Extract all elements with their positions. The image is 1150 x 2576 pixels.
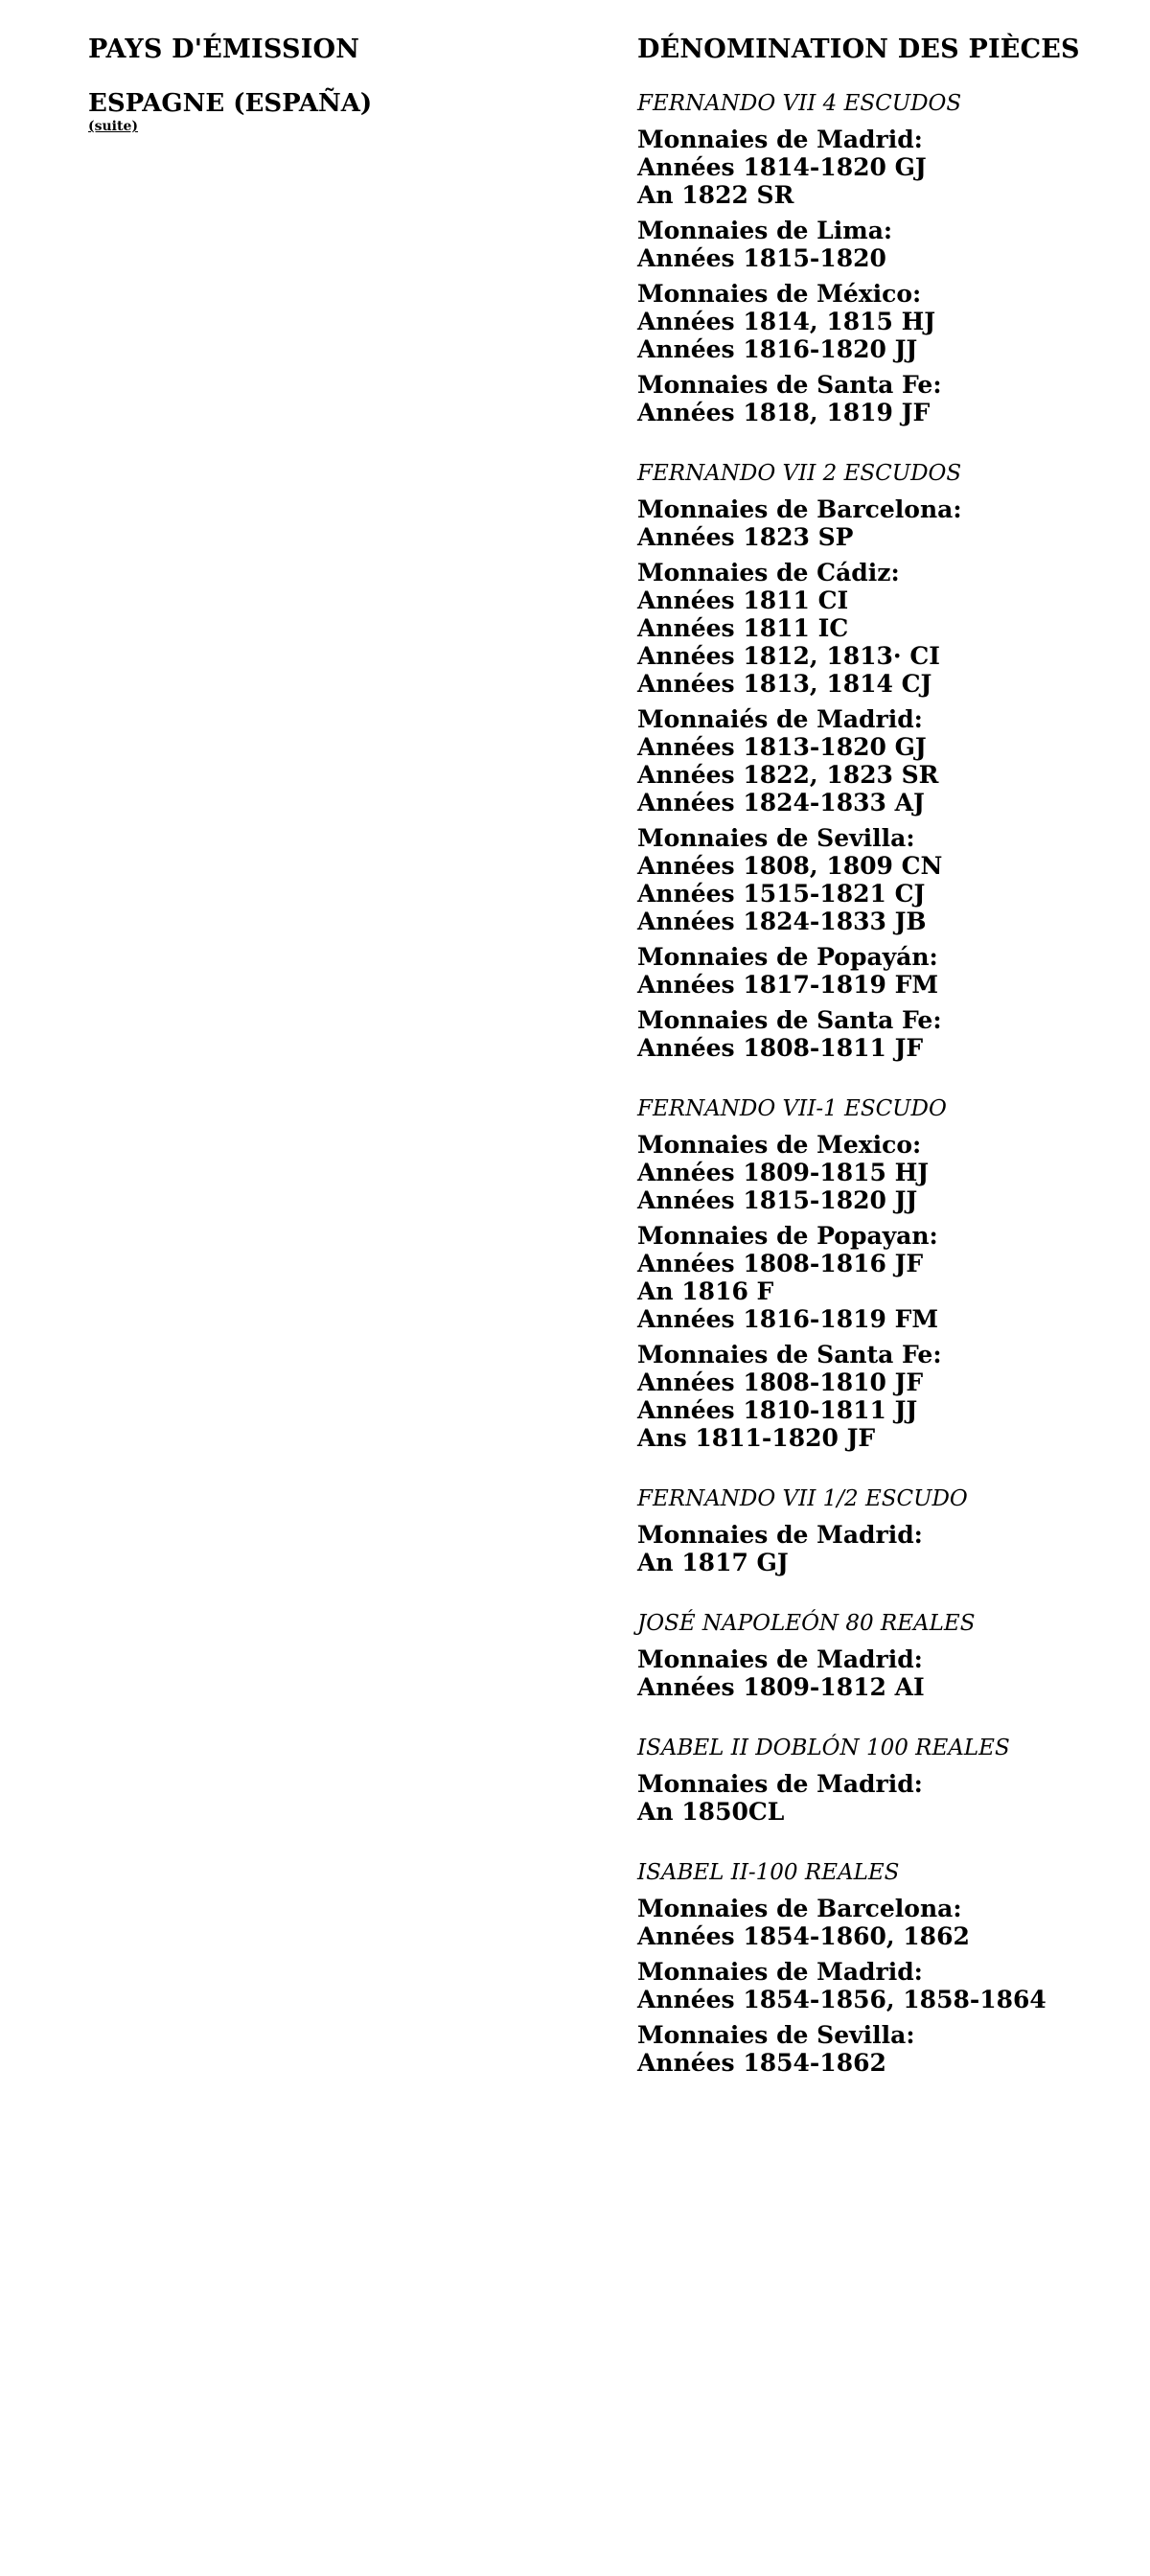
coin-entry [637, 1609, 1136, 1701]
mint-name: Monnaies de Mexico: [637, 1131, 922, 1159]
mint-years: Années 1815-1820 [637, 244, 886, 272]
coin-entry [637, 89, 1136, 426]
mint-name: Monnaies de Sevilla: [637, 2021, 915, 2049]
coin-title: JOSÉ NAPOLEÓN 80 REALES [637, 1611, 976, 1636]
mint-years: Années 1809-1812 AI [637, 1673, 925, 1701]
mint-years: Années 1808-1810 JF [637, 1368, 924, 1396]
mint-name: Monnaies de Madrid: [637, 1958, 923, 1986]
mint-years: Années 1809-1815 HJ [637, 1159, 930, 1186]
mint-group [637, 1958, 1136, 2013]
mint-years: Années 1818, 1819 JF [637, 399, 931, 426]
mint-group [637, 217, 1136, 272]
mint-years: Années 1822, 1823 SR [637, 761, 939, 789]
mint-name: Monnaies de Sevilla: [637, 824, 915, 852]
mint-group [637, 495, 1136, 551]
mint-years: Années 1808-1811 JF [637, 1034, 924, 1062]
coin-title: FERNANDO VII 1/2 ESCUDO [637, 1486, 968, 1511]
mint-name: Monnaies de Barcelona: [637, 495, 962, 523]
mint-years: Années 1854-1860, 1862 [637, 1922, 970, 1950]
coin-list [637, 89, 1136, 2077]
mint-name: Monnaies de Santa Fe: [637, 1341, 942, 1368]
mint-name: Monnaies de Madrid: [637, 1521, 923, 1549]
mint-group [637, 1770, 1136, 1826]
mint-years: Années 1811 IC [637, 614, 849, 642]
mint-years: An 1822 SR [637, 181, 794, 209]
mint-years: Années 1810-1811 JJ [637, 1396, 918, 1424]
header-country-of-issue: PAYS D'ÉMISSION [88, 34, 360, 64]
mint-group [637, 1521, 1136, 1576]
mint-years: An 1817 GJ [637, 1549, 789, 1576]
coin-title: FERNANDO VII-1 ESCUDO [637, 1096, 947, 1121]
mint-group [637, 559, 1136, 698]
mint-years: Années 1515-1821 CJ [637, 880, 926, 908]
mint-group [637, 1222, 1136, 1333]
mint-group [637, 1131, 1136, 1214]
mint-years: Années 1808-1816 JF [637, 1250, 924, 1277]
coin-entry [637, 459, 1136, 1062]
mint-years: Années 1811 CI [637, 586, 849, 614]
coin-entry [637, 1484, 1136, 1576]
coins-column [637, 34, 1136, 2109]
mint-group [637, 824, 1136, 935]
mint-group [637, 126, 1136, 209]
mint-years: Années 1814-1820 GJ [637, 153, 927, 181]
mint-name: Monnaies de Santa Fe: [637, 1006, 942, 1034]
mint-years: Années 1815-1820 JJ [637, 1186, 918, 1214]
mint-name: Monnaies de Cádiz: [637, 559, 900, 586]
country-name: ESPAGNE (ESPAÑA) [88, 89, 373, 118]
header-coin-denomination: DÉNOMINATION DES PIÈCES [637, 34, 1080, 64]
mint-group [637, 371, 1136, 426]
mint-name: Monnaies de Barcelona: [637, 1895, 962, 1922]
mint-years: Années 1854-1862 [637, 2049, 886, 2077]
mint-years: Années 1854-1856, 1858-1864 [637, 1986, 1046, 2013]
coin-entry [637, 1094, 1136, 1452]
mint-name: Monnaies de Lima: [637, 217, 893, 244]
mint-group [637, 280, 1136, 363]
mint-group [637, 1645, 1136, 1701]
mint-name: Monnaiés de Madrid: [637, 705, 923, 733]
mint-years: Années 1824-1833 AJ [637, 789, 925, 816]
mint-years: Années 1813-1820 GJ [637, 733, 927, 761]
mint-name: Monnaies de Popayan: [637, 1222, 938, 1250]
mint-name: Monnaies de Madrid: [637, 1645, 923, 1673]
mint-years: Ans 1811-1820 JF [637, 1424, 876, 1452]
mint-group [637, 705, 1136, 816]
coin-title: ISABEL II DOBLÓN 100 REALES [637, 1736, 1010, 1760]
coin-entry [637, 1734, 1136, 1826]
mint-years: Années 1823 SP [637, 523, 854, 551]
mint-years: Années 1808, 1809 CN [637, 852, 943, 880]
mint-group [637, 1006, 1136, 1062]
mint-years: Années 1814, 1815 HJ [637, 308, 936, 335]
mint-name: Monnaies de México: [637, 280, 922, 308]
coin-title: FERNANDO VII 2 ESCUDOS [637, 461, 962, 486]
coin-entry [637, 1858, 1136, 2077]
country-column [88, 34, 567, 135]
mint-name: Monnaies de Madrid: [637, 1770, 923, 1798]
mint-name: Monnaies de Madrid: [637, 126, 923, 153]
continued-note: (suite) [88, 119, 139, 134]
mint-years: Années 1816-1819 FM [637, 1305, 939, 1333]
coin-title: ISABEL II-100 REALES [637, 1860, 900, 1885]
mint-group [637, 1341, 1136, 1452]
mint-years: Années 1813, 1814 CJ [637, 670, 932, 698]
mint-years: Années 1816-1820 JJ [637, 335, 918, 363]
mint-name: Monnaies de Popayán: [637, 943, 938, 971]
mint-years: Années 1824-1833 JB [637, 908, 927, 935]
mint-group [637, 1895, 1136, 1950]
mint-years: Années 1817-1819 FM [637, 971, 939, 999]
mint-group [637, 943, 1136, 999]
mint-years: Années 1812, 1813· CI [637, 642, 940, 670]
mint-name: Monnaies de Santa Fe: [637, 371, 942, 399]
mint-years: An 1850CL [637, 1798, 785, 1826]
coin-title: FERNANDO VII 4 ESCUDOS [637, 91, 962, 116]
mint-group [637, 2021, 1136, 2077]
mint-years: An 1816 F [637, 1277, 774, 1305]
